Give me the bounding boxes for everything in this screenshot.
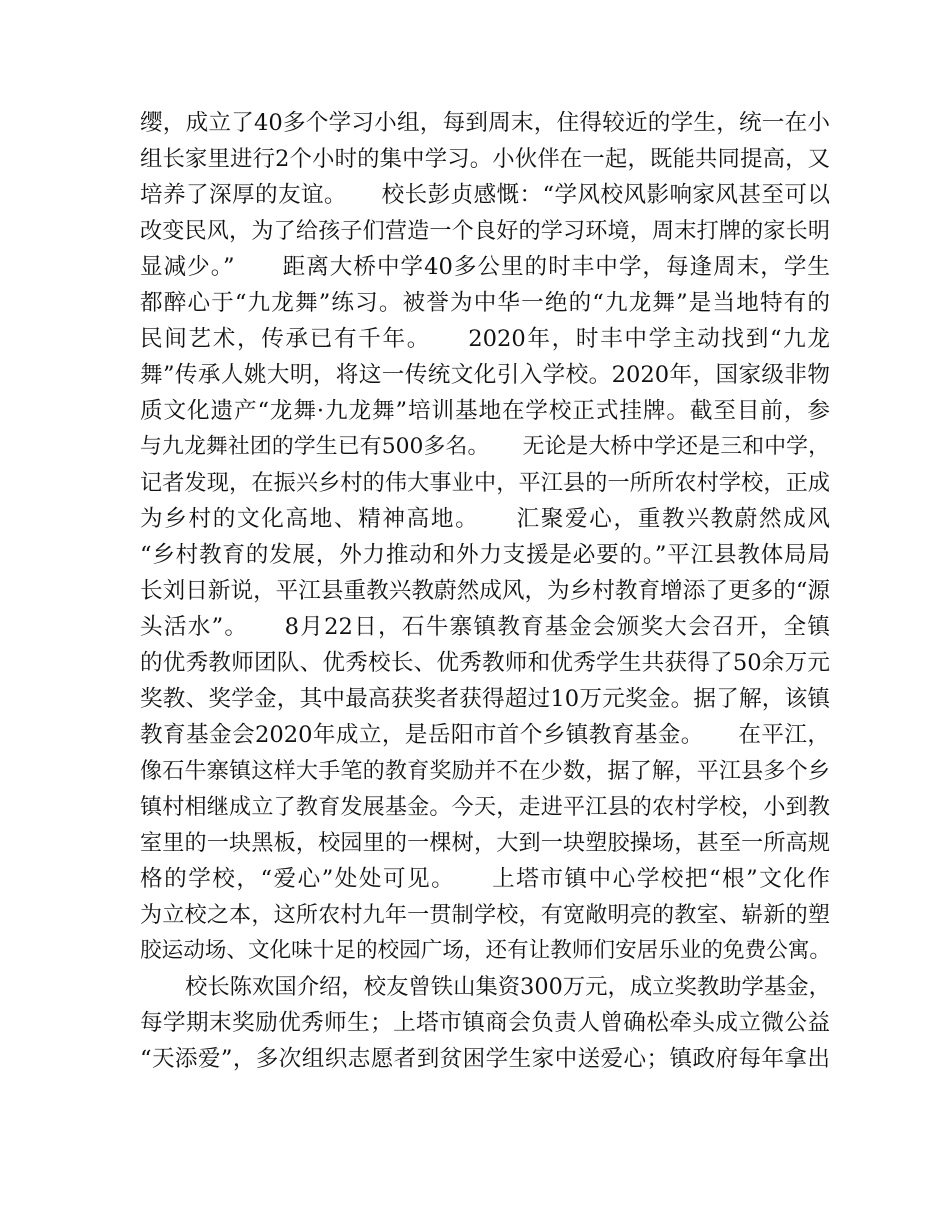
text-line: 培养了深厚的友谊。 校长彭贞感慨：“学风校风影响家风甚至可以 — [140, 182, 830, 208]
text-line: 显减少。” 距离大桥中学40多公里的时丰中学，每逢周末，学生 — [140, 254, 830, 280]
text-line: “天添爱”，多次组织志愿者到贫困学生家中送爱心；镇政府每年拿出 — [140, 1046, 830, 1072]
text-line: 的优秀教师团队、优秀校长、优秀教师和优秀学生共获得了50余万元 — [140, 650, 830, 676]
text-line: 镇村相继成立了教育发展基金。今天，走进平江县的农村学校，小到教 — [140, 794, 830, 820]
text-line: “乡村教育的发展，外力推动和外力支援是必要的。”平江县教体局局 — [140, 542, 830, 568]
text-line: 校长陈欢国介绍，校友曾铁山集资300万元，成立奖教助学基金， — [185, 974, 831, 1000]
text-line: 与九龙舞社团的学生已有500多名。 无论是大桥中学还是三和中学， — [140, 434, 830, 459]
body-text — [140, 105, 830, 1077]
text-line: 教育基金会2020年成立，是岳阳市首个乡镇教育基金。 在平江， — [140, 722, 830, 748]
text-line: 民间艺术，传承已有千年。 2020年，时丰中学主动找到“九龙 — [140, 326, 830, 352]
text-line: 室里的一块黑板，校园里的一棵树，大到一块塑胶操场，甚至一所高规 — [140, 830, 830, 856]
text-line: 记者发现，在振兴乡村的伟大事业中，平江县的一所所农村学校，正成 — [140, 470, 830, 496]
text-line: 头活水”。 8月22日，石牛寨镇教育基金会颁奖大会召开，全镇 — [140, 614, 830, 640]
text-line: 格的学校，“爱心”处处可见。 上塔市镇中心学校把“根”文化作 — [140, 866, 830, 892]
text-line: 缨，成立了40多个学习小组，每到周末，住得较近的学生，统一在小 — [140, 110, 830, 136]
text-line: 长刘日新说，平江县重教兴教蔚然成风，为乡村教育增添了更多的“源 — [140, 578, 830, 604]
text-line: 奖教、奖学金，其中最高获奖者获得超过10万元奖金。据了解，该镇 — [140, 686, 830, 712]
text-line: 胶运动场、文化味十足的校园广场，还有让教师们安居乐业的免费公寓。 — [140, 938, 832, 963]
text-line: 为乡村的文化高地、精神高地。 汇聚爱心，重教兴教蔚然成风 — [140, 506, 830, 532]
text-line: 质文化遗产“龙舞·九龙舞”培训基地在学校正式挂牌。截至目前，参 — [140, 398, 830, 424]
text-line: 改变民风，为了给孩子们营造一个良好的学习环境，周末打牌的家长明 — [140, 218, 830, 244]
text-line: 舞”传承人姚大明，将这一传统文化引入学校。2020年，国家级非物 — [140, 362, 830, 388]
text-line: 为立校之本，这所农村九年一贯制学校，有宽敞明亮的教室、崭新的塑 — [140, 902, 830, 928]
text-line: 都醉心于“九龙舞”练习。被誉为中华一绝的“九龙舞”是当地特有的 — [140, 290, 830, 316]
text-line: 组长家里进行2个小时的集中学习。小伙伴在一起，既能共同提高，又 — [140, 146, 830, 172]
text-line: 每学期末奖励优秀师生；上塔市镇商会负责人曾确松牵头成立微公益 — [140, 1010, 830, 1036]
text-line: 像石牛寨镇这样大手笔的教育奖励并不在少数，据了解，平江县多个乡 — [140, 758, 830, 784]
